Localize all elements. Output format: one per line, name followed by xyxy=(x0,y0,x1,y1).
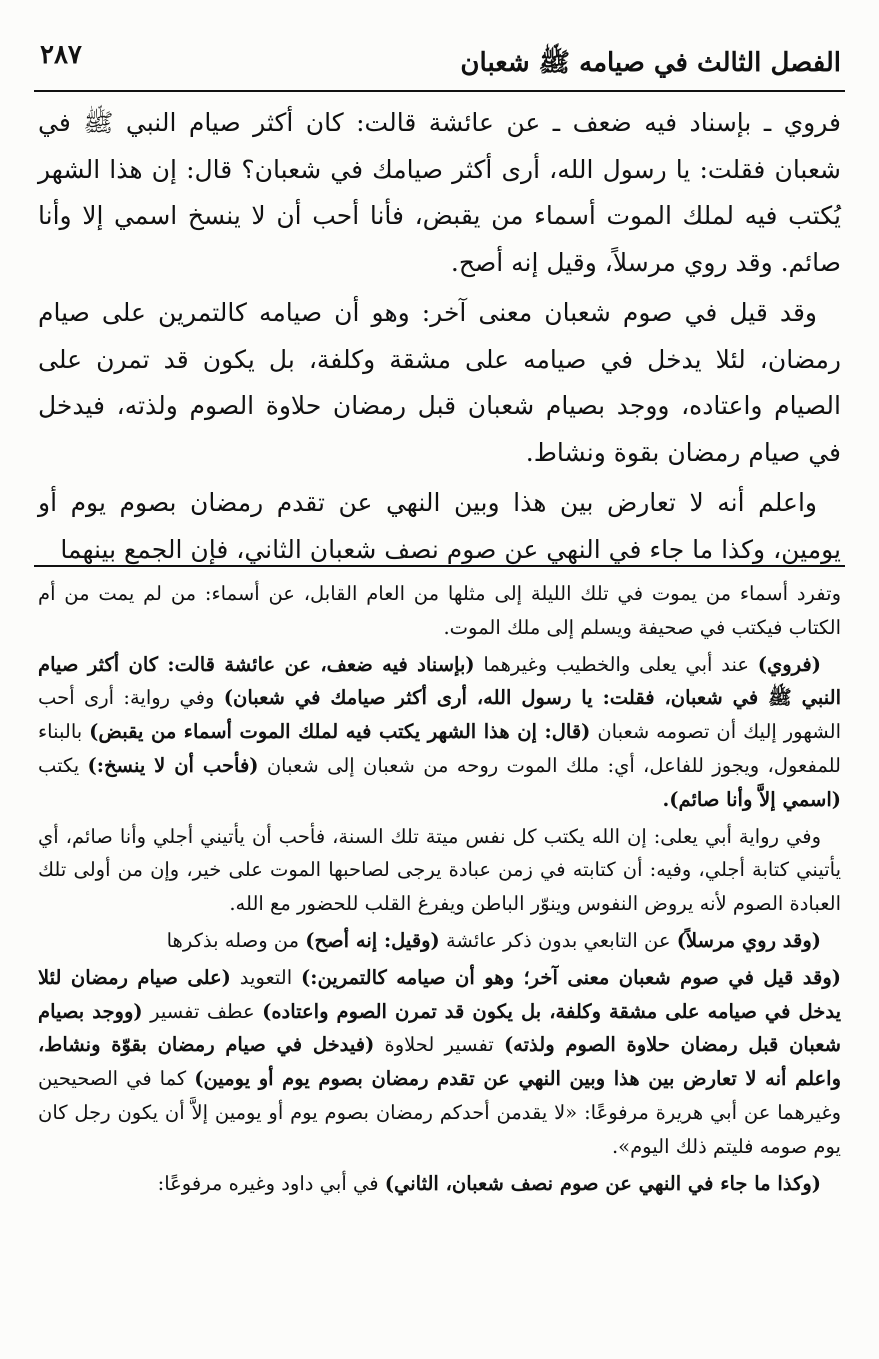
quoted-text: (وقيل: إنه أصح) xyxy=(305,928,440,952)
quoted-text: (وكذا ما جاء في النهي عن صوم نصف شعبان، الثاني) xyxy=(384,1171,821,1195)
quoted-text: (وقد قيل في صوم شعبان معنى آخر؛ وهو أن صيامه كالتمرين:) xyxy=(301,965,841,989)
commentary-text: يكتب xyxy=(38,753,88,777)
commentary-text: من وصله بذكرها xyxy=(166,928,306,952)
commentary-text: عطف تفسير xyxy=(142,999,263,1023)
quoted-text: (فأحب أن لا ينسخ:) xyxy=(87,753,259,777)
commentary-text: تفسير لحلاوة xyxy=(374,1033,504,1057)
quoted-text: (ووجد بصيام شعبان قبل رمضان حلاوة الصوم ولذته) xyxy=(38,999,841,1057)
commentary-text: التعويد xyxy=(230,965,302,989)
header-divider xyxy=(34,90,845,92)
note-paragraph-1: وتفرد أسماء من يموت في تلك الليلة إلى مثلها من العام القابل، عن أسماء: من لم يمت من أم الكتاب فيكتب في صحيفة ويسلم إلى ملك الموت. xyxy=(38,582,841,639)
quoted-text: (فروي) xyxy=(757,652,821,676)
footnote-divider xyxy=(34,565,845,567)
note-paragraph-2 xyxy=(38,648,841,817)
page-number: ٢٨٧ xyxy=(40,40,82,70)
commentary-text: في أبي داود وغيره مرفوعًا: xyxy=(157,1171,385,1195)
note-paragraph-6 xyxy=(38,1167,841,1201)
note-paragraph-3: وفي رواية أبي يعلى: إن الله يكتب كل نفس ميتة تلك السنة، فأحب أن يأتيني أجلي وأنا صائم، أي يأتيني كتابة أجلي، وفيه: أن كتابته في زمن عبادة يرجى لصاحبها الموت على خير، وإن من أولى تلك العبادة الصوم لأنه يروض النفوس وينوّر الباطن ويفرغ القلب للحضور مع الله. xyxy=(38,824,841,916)
note-paragraph-5 xyxy=(38,961,841,1164)
quoted-text: (قال: إن هذا الشهر يكتب فيه لملك الموت أسماء من يقبض) xyxy=(89,720,591,744)
page-header xyxy=(34,38,845,88)
commentary-text: بالبناء للمفعول، ويجوز للفاعل، أي: ملك الموت روحه من شعبان إلى شعبان xyxy=(38,720,841,777)
note-paragraph-4 xyxy=(38,924,841,958)
quoted-text: (بإسناد فيه ضعف، عن عائشة قالت: كان أكثر صيام النبي ﷺ في شعبان، فقلت: يا رسول الله، أرى أكثر صيامك في شعبان) xyxy=(38,652,841,710)
quoted-text: (فيدخل في صيام رمضان بقوّة ونشاط، واعلم أنه لا تعارض بين هذا وبين النهي عن تقدم رمضان بصوم يوم أو يومين) xyxy=(38,1033,841,1091)
commentary-text: عند أبي يعلى والخطيب وغيرهما xyxy=(474,652,758,676)
main-text xyxy=(38,100,841,577)
commentary-text: وفي رواية: أرى أحب الشهور إليك أن تصومه شعبان xyxy=(38,686,841,744)
quoted-text: (وقد روي مرسلاً) xyxy=(676,928,821,952)
quoted-text: (اسمي إلاَّ وأنا صائم). xyxy=(662,787,841,811)
commentary-notes xyxy=(38,577,841,1203)
main-paragraph-1: فروي ـ بإسناد فيه ضعف ـ عن عائشة قالت: كان أكثر صيام النبي ﷺ في شعبان فقلت: يا رسول الله، أرى أكثر صيامك في شعبان؟ قال: إن هذا الشهر يُكتب فيه لملك الموت أسماء من يقبض، فأنا أحب أن لا ينسخ اسمي إلا وأنا صائم. وقد روي مرسلاً، وقيل إنه أصح. xyxy=(38,108,841,277)
main-paragraph-2: وقد قيل في صوم شعبان معنى آخر: وهو أن صيامه كالتمرين على صيام رمضان، لئلا يدخل في صيامه على مشقة وكلفة، بل يكون قد تمرن على الصيام واعتاده، ووجد بصيام شعبان قبل رمضان حلاوة الصوم ولذته، فيدخل في صيام رمضان بقوة ونشاط. xyxy=(38,298,841,467)
quoted-text: (على صيام رمضان لئلا يدخل في صيامه على مشقة وكلفة، بل يكون قد تمرن الصوم واعتاده) xyxy=(38,965,841,1023)
commentary-text: كما في الصحيحين وغيرهما عن أبي هريرة مرفوعًا: «لا يقدمن أحدكم رمضان بصوم يوم أو يومين إلاَّ أن يكون رجل كان يوم صومه فليتم ذلك اليوم». xyxy=(38,1067,841,1158)
main-paragraph-3: واعلم أنه لا تعارض بين هذا وبين النهي عن تقدم رمضان بصوم يوم أو يومين، وكذا ما جاء في النهي عن صوم نصف شعبان الثاني، فإن الجمع بينهما xyxy=(38,488,841,564)
commentary-text: عن التابعي بدون ذكر عائشة xyxy=(439,928,677,952)
chapter-title: الفصل الثالث في صيامه ﷺ شعبان xyxy=(460,48,841,78)
